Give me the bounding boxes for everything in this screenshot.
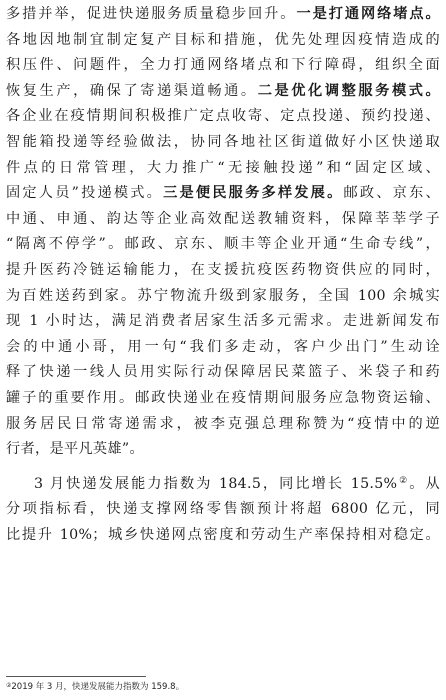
text-line: 行者，是平凡英雄”。	[6, 441, 144, 458]
text-line: 比提升 10%；城乡快递网点密度和劳动生产率保持相对稳定。	[6, 526, 440, 543]
footnote-divider	[6, 676, 146, 677]
text-line: 会的中通小哥，用一句“我们多走动，客户少出门”生动诠	[6, 338, 440, 355]
text-line: 为百姓送药到家。苏宁物流升级到家服务，全国 100 余城实	[6, 287, 440, 304]
text-line: 3 月快递发展能力指数为 184.5，同比增长 15.5%②。从	[34, 475, 440, 492]
text-line: “隔离不停学”。邮政、京东、顺丰等企业开通“生命专线”，	[6, 236, 440, 253]
document-body	[6, 2, 440, 548]
footnote-reference[interactable]: ②	[397, 475, 410, 486]
text-line: 恢复生产，确保了寄递渠道畅通。二是优化调整服务模式。	[6, 82, 440, 99]
bold-heading: 二是优化调整服务模式。	[257, 82, 440, 99]
text-line: 分项指标看，快递支撑网络零售额预计将超 6800 亿元，同	[6, 501, 440, 518]
text-line: 固定人员”投递模式。三是便民服务多样发展。邮政、京东、	[6, 185, 440, 202]
text-line: 件点的日常管理，大力推广“无接触投递”和“固定区域、	[6, 159, 440, 176]
footnote-marker: ②	[6, 682, 12, 689]
text-line: 提升医药冷链运输能力，在支援抗疫医药物资供应的同时，	[6, 261, 440, 278]
text-line: 智能箱投递等经验做法，协同各地社区街道做好小区快递取	[6, 133, 440, 150]
text-line: 服务居民日常寄递需求，被李克强总理称赞为“疫情中的逆	[6, 415, 440, 432]
text-line: 多措并举，促进快递服务质量稳步回升。一是打通网络堵点。	[6, 6, 440, 22]
text-line: 释了快递一线人员用实际行动保障居民菜篮子、米袋子和药	[6, 364, 440, 381]
text-line: 积压件、问题件，全力打通网络堵点和下行障碍，组织全面	[6, 57, 440, 74]
text-line: 各地因地制宜制定复产目标和措施，优先处理因疫情造成的	[6, 31, 440, 48]
footnote-text: 2019 年 3 月，快递发展能力指数为 159.8。	[11, 682, 185, 692]
text-line: 各企业在疫情期间积极推广定点收寄、定点投递、预约投递、	[6, 108, 440, 125]
text-line: 中通、申通、韵达等企业高效配送教辅资料，保障莘莘学子	[6, 210, 440, 227]
bold-heading: 三是便民服务多样发展。	[163, 185, 344, 202]
text-line: 现 1 小时达，满足消费者居家生活多元需求。走进新闻发布	[6, 313, 440, 330]
footnote	[6, 681, 184, 693]
bold-heading: 一是打通网络堵点。	[296, 6, 440, 22]
text-line: 罐子的重要作用。邮政快递业在疫情期间服务应急物资运输、	[6, 389, 440, 406]
